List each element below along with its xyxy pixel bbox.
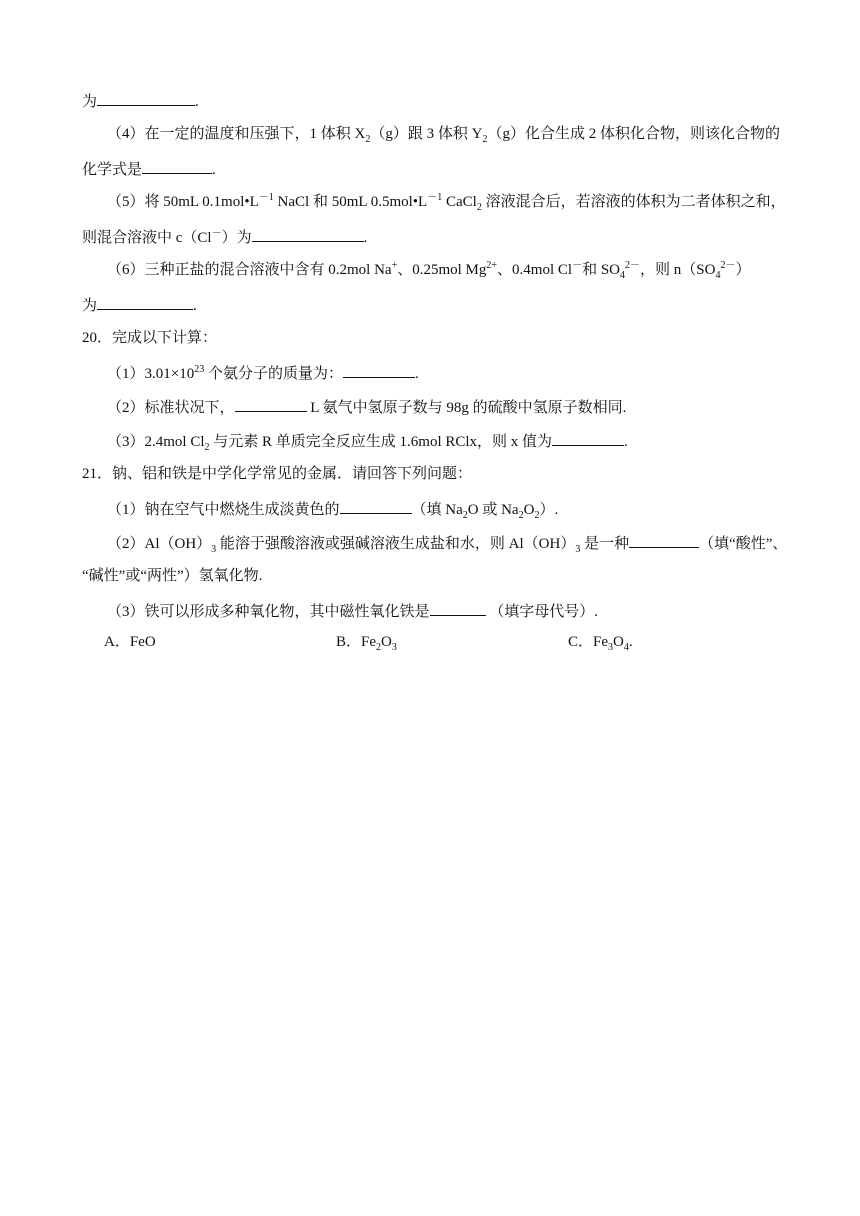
text: O 或 Na [467, 502, 519, 518]
text: 与元素 R 单质完全反应生成 1.6mol RClx，则 x 值为 [209, 434, 553, 450]
text: 是一种 [580, 536, 630, 552]
answer-blank[interactable] [142, 158, 212, 174]
text: （1）3.01×10 [107, 366, 195, 382]
subscript: 2 [482, 134, 488, 145]
q20-part-3 [107, 430, 628, 452]
text: （3）2.4mol Cl [107, 434, 205, 450]
text: 为 [82, 94, 98, 110]
option-a-label: A．FeO [104, 634, 156, 650]
answer-blank[interactable] [343, 362, 415, 378]
superscript: －1 [427, 192, 443, 203]
text: O [613, 634, 624, 650]
subscript: 3 [608, 642, 614, 653]
answer-blank[interactable] [629, 532, 699, 548]
question-title: 20．完成以下计算： [82, 330, 218, 346]
subscript: 4 [620, 270, 625, 281]
q21-part-2-line1 [107, 532, 787, 554]
text: . [195, 94, 199, 110]
text: 和 SO [582, 262, 620, 278]
text: O [523, 502, 535, 518]
answer-blank[interactable] [340, 498, 412, 514]
text: CaCl [442, 194, 477, 210]
subscript: 3 [391, 642, 397, 653]
option-a[interactable] [104, 632, 156, 652]
q19-part-4-line1 [107, 124, 780, 144]
superscript: 2－ [625, 260, 640, 271]
text: 为 [82, 298, 98, 314]
q21-title [82, 464, 472, 484]
option-c[interactable] [568, 632, 633, 652]
superscript: －1 [258, 192, 274, 203]
subscript: 3 [575, 544, 581, 555]
text: . [414, 366, 419, 382]
answer-blank[interactable] [97, 90, 195, 106]
text: 、0.25mol Mg [397, 262, 487, 278]
text: （2）标准状况下， [107, 400, 235, 416]
q21-part-3 [107, 600, 598, 622]
text: （填“酸性”、 [699, 536, 788, 552]
q21-part-2-line2 [82, 566, 262, 586]
subscript: 2 [365, 134, 371, 145]
q21-part-1 [107, 498, 558, 520]
text: 则混合溶液中 c（Cl [82, 230, 212, 246]
text: . [624, 434, 628, 450]
answer-blank[interactable] [252, 226, 364, 242]
subscript: 2 [534, 510, 540, 521]
option-b[interactable] [336, 632, 397, 652]
superscript: + [391, 260, 398, 271]
answer-blank[interactable] [235, 396, 307, 412]
subscript: 4 [715, 270, 721, 281]
text: （2）Al（OH） [107, 536, 212, 552]
answer-blank[interactable] [552, 430, 624, 446]
text: 能溶于强酸溶液或强碱溶液生成盐和水，则 Al（OH） [216, 536, 576, 552]
text: . [193, 298, 197, 314]
subscript: 2 [376, 642, 382, 653]
superscript: 2+ [486, 260, 498, 271]
text: （4）在一定的温度和压强下，1 体积 X [107, 126, 366, 142]
q19-part-6-line1 [107, 260, 750, 280]
text: L 氨气中氢原子数与 98g 的硫酸中氢原子数相同. [306, 400, 627, 416]
q19-part-6-line2 [82, 294, 197, 316]
text: 、0.4mol Cl [497, 262, 573, 278]
text: （5）将 50mL 0.1mol•L [107, 194, 259, 210]
subscript: 3 [211, 544, 217, 555]
text: ） [735, 262, 751, 278]
subscript: 2 [462, 510, 468, 521]
text: 化学式是 [82, 162, 143, 178]
text: “碱性”或“两性”）氢氧化物. [82, 568, 263, 584]
superscript: － [572, 260, 583, 271]
superscript: 2－ [720, 260, 736, 271]
text: . [363, 230, 368, 246]
q20-part-2 [107, 396, 626, 418]
subscript: 4 [623, 642, 629, 653]
text: （g）化合生成 2 体积化合物，则该化合物的 [487, 126, 780, 142]
subscript: 2 [476, 202, 482, 213]
text: C．Fe [568, 634, 609, 650]
text: （1）钠在空气中燃烧生成淡黄色的 [107, 502, 340, 518]
superscript: 23 [194, 364, 205, 375]
subscript: 2 [518, 510, 524, 521]
q19-p3-continuation [82, 90, 199, 112]
text: . [628, 634, 633, 650]
text: ，则 n（SO [640, 262, 716, 278]
q20-part-1 [107, 362, 419, 384]
q19-part-4-line2 [82, 158, 216, 180]
text: （填字母代号）. [485, 604, 599, 620]
text: NaCl 和 50mL 0.5mol•L [273, 194, 428, 210]
text: （6）三种正盐的混合溶液中含有 0.2mol Na [107, 262, 392, 278]
superscript: － [211, 228, 222, 239]
text: 溶液混合后，若溶液的体积为二者体积之和， [481, 194, 786, 210]
q20-title [82, 328, 217, 348]
text: ）为 [221, 230, 252, 246]
text: . [212, 162, 216, 178]
text: （3）铁可以形成多种氧化物，其中磁性氧化铁是 [107, 604, 430, 620]
answer-blank[interactable] [97, 294, 193, 310]
question-title: 21．钠、铝和铁是中学化学常见的金属．请回答下列问题： [82, 466, 473, 482]
text: （填 Na [411, 502, 463, 518]
q19-part-5-line2 [82, 226, 367, 248]
text: B．Fe [336, 634, 377, 650]
text: O [381, 634, 392, 650]
text: ）. [539, 502, 559, 518]
text: （g）跟 3 体积 Y [370, 126, 483, 142]
q19-part-5-line1 [107, 192, 786, 212]
text: 个氨分子的质量为： [204, 366, 343, 382]
subscript: 2 [204, 442, 210, 453]
answer-blank[interactable] [430, 600, 486, 616]
